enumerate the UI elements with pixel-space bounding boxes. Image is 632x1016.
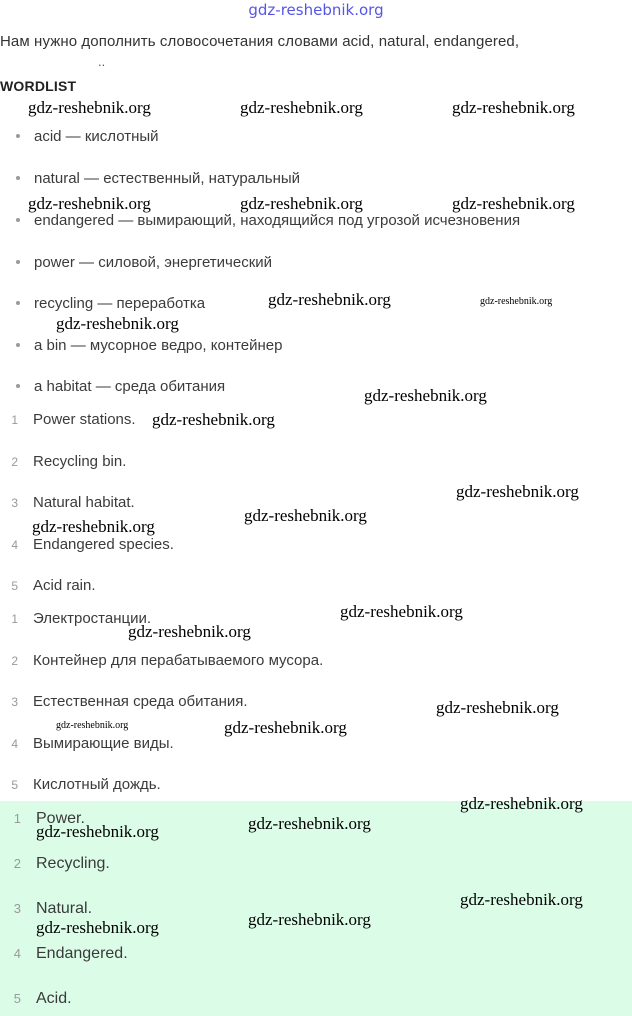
bullet-icon xyxy=(16,218,20,222)
watermark: gdz-reshebnik.org xyxy=(32,517,155,536)
english-phrase-row xyxy=(0,453,126,470)
phrase-text: Endangered species. xyxy=(33,536,174,553)
wordlist-item-text: a bin — мусорное ведро, контейнер xyxy=(34,337,283,354)
wordlist-item-text: endangered — вымирающий, находящийся под угрозой исчезновения xyxy=(34,212,521,229)
bullet-icon xyxy=(16,384,20,388)
watermark: gdz-reshebnik.org xyxy=(248,814,371,833)
wordlist-item xyxy=(16,254,272,271)
russian-phrase-row xyxy=(0,652,323,669)
answer-text: Endangered. xyxy=(36,945,128,962)
answer-row xyxy=(0,990,72,1008)
bullet-icon xyxy=(16,343,20,347)
wordlist-item-text: a habitat — среда обитания xyxy=(34,378,226,395)
phrase-text: Естественная среда обитания. xyxy=(33,693,248,710)
row-number: 4 xyxy=(11,737,18,751)
english-phrase-row xyxy=(0,536,174,553)
intro-ellipsis: .. xyxy=(98,54,106,69)
wordlist-heading: WORDLIST xyxy=(0,78,77,94)
answer-text: Acid. xyxy=(36,990,72,1007)
answer-row xyxy=(0,810,85,828)
phrase-text: Acid rain. xyxy=(33,577,96,594)
wordlist-item xyxy=(16,295,205,312)
phrase-text: Кислотный дождь. xyxy=(33,776,161,793)
answer-row xyxy=(0,855,110,873)
watermark: gdz-reshebnik.org xyxy=(240,194,363,213)
bullet-icon xyxy=(16,176,20,180)
russian-phrase-row xyxy=(0,693,248,710)
answer-text: Power. xyxy=(36,810,85,827)
watermark: gdz-reshebnik.org xyxy=(244,506,367,525)
wordlist-item-text: power — силовой, энергетический xyxy=(34,254,273,271)
row-number: 4 xyxy=(11,538,18,552)
row-number: 5 xyxy=(11,579,18,593)
watermark: gdz-reshebnik.org xyxy=(248,910,371,929)
watermark: gdz-reshebnik.org xyxy=(460,890,583,909)
intro-text: Нам нужно дополнить словосочетания словами acid, natural, endangered, xyxy=(0,33,520,50)
row-number: 5 xyxy=(11,778,18,792)
wordlist-item xyxy=(16,337,283,354)
row-number: 2 xyxy=(11,654,18,668)
phrase-text: Контейнер для перабатываемого мусора. xyxy=(33,652,324,669)
row-number: 1 xyxy=(11,612,18,626)
answer-text: Natural. xyxy=(36,900,93,917)
watermark: gdz-reshebnik.org xyxy=(36,918,159,937)
answer-row xyxy=(0,900,92,918)
wordlist-item xyxy=(16,128,159,145)
watermark: gdz-reshebnik.org xyxy=(340,602,463,621)
english-phrase-row xyxy=(0,411,136,428)
bullet-icon xyxy=(16,134,20,138)
phrase-text: Электростанции. xyxy=(33,610,152,627)
watermark: gdz-reshebnik.org xyxy=(452,194,575,213)
answer-row xyxy=(0,945,128,963)
row-number: 3 xyxy=(11,496,18,510)
wordlist-item-text: acid — кислотный xyxy=(34,128,159,145)
answer-block xyxy=(0,801,632,1016)
watermark: gdz-reshebnik.org xyxy=(456,482,579,501)
wordlist-item-text: recycling — переработка xyxy=(34,295,206,312)
answer-text: Recycling. xyxy=(36,855,110,872)
watermark: gdz-reshebnik.org xyxy=(240,98,363,117)
english-phrase-row xyxy=(0,577,96,594)
row-number: 1 xyxy=(11,413,18,427)
phrase-text: Вымирающие виды. xyxy=(33,735,174,752)
watermark: gdz-reshebnik.org xyxy=(480,296,553,307)
row-number: 2 xyxy=(13,856,21,871)
watermark: gdz-reshebnik.org xyxy=(56,314,179,333)
watermark: gdz-reshebnik.org xyxy=(268,290,391,309)
watermark: gdz-reshebnik.org xyxy=(56,720,129,731)
english-phrase-row xyxy=(0,494,135,511)
wordlist-item xyxy=(16,378,225,395)
watermark: gdz-reshebnik.org xyxy=(224,718,347,737)
row-number: 3 xyxy=(13,901,21,916)
phrase-text: Recycling bin. xyxy=(33,453,127,470)
wordlist-item-text: natural — естественный, натуральный xyxy=(34,170,301,187)
watermark: gdz-reshebnik.org xyxy=(364,386,487,405)
watermark: gdz-reshebnik.org xyxy=(36,822,159,841)
watermark: gdz-reshebnik.org xyxy=(436,698,559,717)
row-number: 1 xyxy=(13,811,21,826)
row-number: 5 xyxy=(13,991,21,1006)
russian-phrase-row xyxy=(0,735,174,752)
watermark: gdz-reshebnik.org xyxy=(460,794,583,813)
phrase-text: Natural habitat. xyxy=(33,494,135,511)
russian-phrase-row xyxy=(0,776,161,793)
site-title[interactable]: gdz-reshebnik.org xyxy=(248,1,384,19)
bullet-icon xyxy=(16,260,20,264)
watermark: gdz-reshebnik.org xyxy=(128,622,251,641)
russian-phrase-row xyxy=(0,610,151,627)
bullet-icon xyxy=(16,301,20,305)
watermark: gdz-reshebnik.org xyxy=(452,98,575,117)
watermark: gdz-reshebnik.org xyxy=(152,410,275,429)
row-number: 2 xyxy=(11,455,18,469)
wordlist-item xyxy=(16,170,300,187)
row-number: 3 xyxy=(11,695,18,709)
wordlist-item xyxy=(16,212,520,229)
row-number: 4 xyxy=(13,946,21,961)
watermark: gdz-reshebnik.org xyxy=(28,98,151,117)
phrase-text: Power stations. xyxy=(33,411,136,428)
watermark: gdz-reshebnik.org xyxy=(28,194,151,213)
